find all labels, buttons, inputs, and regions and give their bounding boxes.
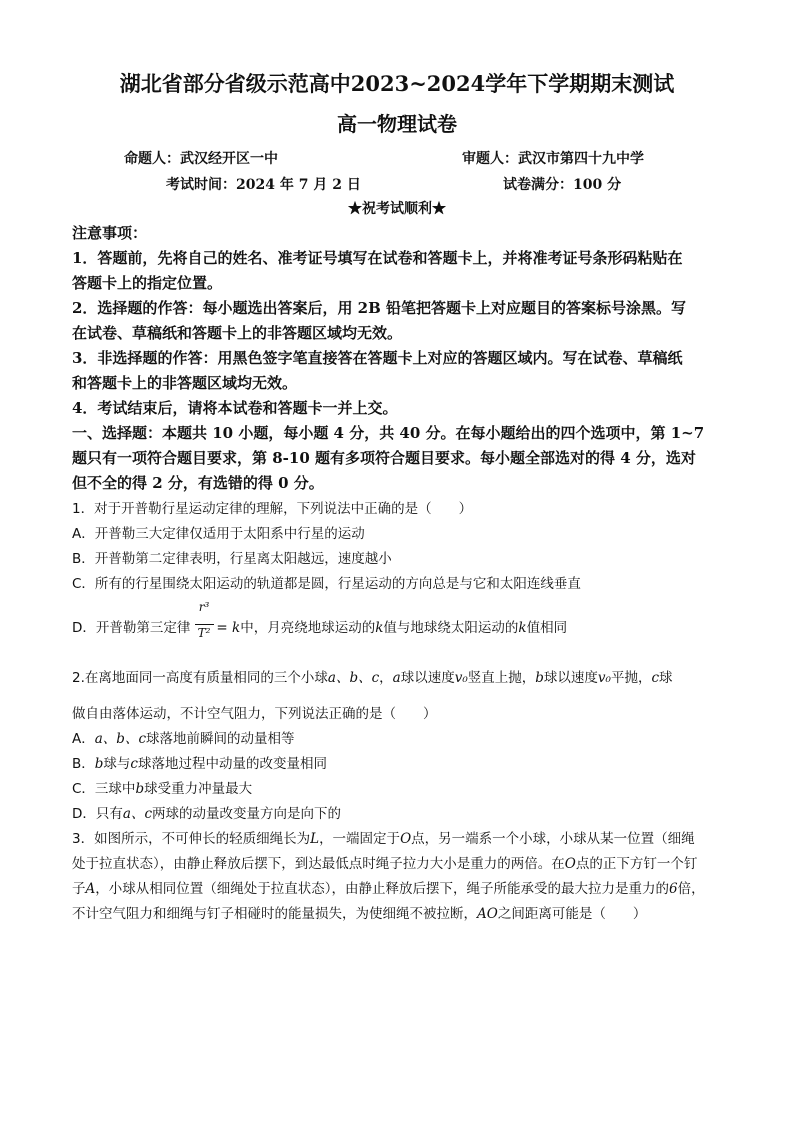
q2-option-a [72,727,295,747]
notice-heading: 注意事项： [72,224,148,242]
section-instruction: 但不全的得 2 分，有选错的得 0 分。 [72,474,324,492]
q1-option-c: C．所有的行星围绕太阳运动的轨道都是圆，行星运动的方向总是与它和太阳连线垂直 [72,576,581,592]
q1-option-d [72,616,567,636]
q3-var-l: L [310,831,320,847]
q1-option-a: A．开普勒三大定律仅适用于太阳系中行星的运动 [72,526,365,542]
section-instruction: 题只有一项符合题目要求，第 8-10 题有多项符合题目要求。每小题全部选对的得 4 分，选对 [72,449,696,467]
q3-var-o: O [564,856,576,872]
q1-d-end: 值相同 [526,620,568,636]
q2-var-abc: a、b、c [327,670,380,686]
q2-a-text: 球落地前瞬间的动量相等 [146,731,295,747]
notice-line: 和答题卡上的非答题区域均无效。 [72,374,298,392]
notice-line: 答题卡上的指定位置。 [72,274,223,292]
q3-var-o: O [400,831,412,847]
notice-line: 1．答题前，先将自己的姓名、准考证号填写在试卷和答题卡上，并将准考证号条形码粘贴在 [72,249,683,267]
q3-num-6: 6 [669,881,678,897]
kepler-denominator: T² [197,626,211,640]
notice-line: 3．非选择题的作答：用黑色签字笔直接答在答题卡上对应的答题区域内。写在试卷、草稿纸 [72,349,683,367]
q3-text: 之间距离可能是（ ） [497,906,647,922]
q2-a-prefix: A． [72,731,95,747]
q1-d-equals: = k [216,620,241,636]
q3-text: 点的正下方钉一个钉 [575,856,698,872]
q3-var-a: A [85,881,96,897]
q2-var-b: b [535,670,544,686]
q2-a-vars: a、b、c [94,731,147,747]
q2-text: 球 [659,670,673,686]
kepler-numerator: r³ [198,600,210,614]
exam-subtitle: 高一物理试卷 [337,112,457,136]
kepler-fraction-bar [195,624,214,625]
q3-text: 点，另一端系一个小球，小球从某一位置（细绳 [411,831,695,847]
q2-b-var: b [94,756,104,772]
q1-d-k1: k [375,620,384,636]
q3-stem-line4 [72,902,646,922]
q1-d-k2: k [518,620,527,636]
q2-b-text: 球与 [103,756,131,772]
q3-stem-line2 [72,852,697,872]
q2-c-var: b [135,781,145,797]
q3-text: 子 [72,881,86,897]
blessing: ★祝考试顺利★ [348,201,446,217]
q3-text: 不计空气阻力和细绳与钉子相碰时的能量损失，为使细绳不被拉断， [72,906,477,922]
q3-text: 3．如图所示，不可伸长的轻质细绳长为 [72,831,311,847]
q2-var-a: a [392,670,401,686]
q2-option-c [72,777,252,797]
q2-b-text: 球落地过程中动量的改变量相同 [137,756,327,772]
q1-option-b: B．开普勒第二定律表明，行星离太阳越远，速度越小 [72,551,392,567]
q2-d-vars: a、c [122,806,153,822]
q3-text: 处于拉直状态），由静止释放后摆下，到达最低点时绳子拉力大小是重力的两倍。在 [72,856,565,872]
q2-text: 球以速度 [543,670,598,686]
q1-d-prefix: D．开普勒第三定律 [72,620,191,636]
q3-text: ，小球从相同位置（细绳处于拉直状态），由静止释放后摆下，绳子所能承受的最大拉力是重力的 [95,881,669,897]
q2-option-d [72,802,341,822]
q3-stem-line3 [72,877,705,897]
q3-text: 倍， [677,881,705,897]
q1-stem: 1．对于开普勒行星运动定律的理解，下列说法中正确的是（ ） [72,501,473,517]
q2-text: 2.在离地面同一高度有质量相同的三个小球 [72,670,328,686]
section-instruction: 一、选择题：本题共 10 小题，每小题 4 分，共 40 分。在每小题给出的四个选项中，第 1~7 [72,424,705,442]
q2-d-text: 两球的动量改变量方向是向下的 [152,806,342,822]
q2-text: ， [379,670,393,686]
q2-c-prefix: C．三球中 [72,781,136,797]
q1-d-mid: 中，月亮绕地球运动的 [240,620,376,636]
q2-b-var: c [130,756,138,772]
notice-line: 4．考试结束后，请将本试卷和答题卡一并上交。 [72,399,398,417]
q2-option-b [72,752,327,772]
exam-date: 考试时间：2024 年 7 月 2 日 [166,177,361,193]
q3-var-ao: AO [477,906,498,922]
q2-var-v0: v₀ [597,670,611,686]
q2-var-v0: v₀ [454,670,468,686]
notice-line: 2．选择题的作答：每小题选出答案后，用 2B 铅笔把答题卡上对应题目的答案标号涂黑。写 [72,299,687,317]
q2-c-text: 球受重力冲量最大 [144,781,253,797]
author-left: 命题人：武汉经开区一中 [124,151,278,167]
q3-text: ，一端固定于 [319,831,401,847]
q3-stem-line1 [72,827,695,847]
exam-score: 试卷满分：100 分 [503,177,622,193]
notice-line: 在试卷、草稿纸和答题卡上的非答题区域均无效。 [72,324,403,342]
q2-var-c: c [651,670,660,686]
exam-title: 湖北省部分省级示范高中2023~2024学年下学期期末测试 [119,71,675,96]
q2-d-prefix: D．只有 [72,806,123,822]
q2-b-prefix: B． [72,756,95,772]
q2-text: 平抛， [610,670,652,686]
q2-text: 竖直上抛， [467,670,536,686]
q2-stem-line1 [72,666,673,686]
q2-stem-line2: 做自由落体运动，不计空气阻力，下列说法正确的是（ ） [72,706,437,722]
q2-text: 球以速度 [400,670,455,686]
author-right: 审题人：武汉市第四十九中学 [462,151,644,167]
q1-d-mid2: 值与地球绕太阳运动的 [383,620,519,636]
